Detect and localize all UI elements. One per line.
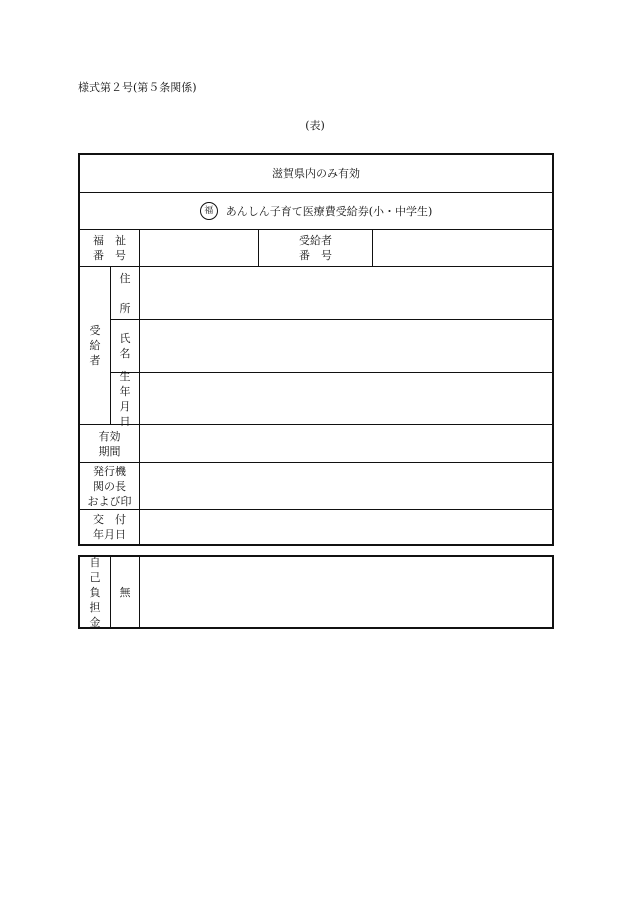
side-label: (表) [305,119,325,132]
welfare-number-field[interactable] [140,230,259,267]
welfare-number-label: 福 祉 番 号 [80,230,140,267]
issue-date-field[interactable] [140,510,552,544]
copay-field[interactable] [140,557,552,627]
copay-table [78,555,554,629]
issuer-field[interactable] [140,463,552,510]
copay-label: 自 己 負 担 金 [80,557,111,627]
recipient-number-label: 受給者 番 号 [259,230,373,267]
issue-date-label: 交 付 年月日 [80,510,140,544]
name-label: 氏 名 [111,320,140,373]
welfare-mark-icon: 福 [200,202,218,220]
issuer-label: 発行機 関の長 および印 [80,463,140,510]
birthdate-label: 生 年 月 日 [111,373,140,425]
recipient-group-label: 受 給 者 [80,267,111,425]
name-field[interactable] [140,320,552,373]
card-title: あんしん子育て医療費受給券(小・中学生) [225,204,433,218]
birthdate-field[interactable] [140,373,552,425]
address-field[interactable] [140,267,552,320]
recipient-number-field[interactable] [373,230,552,267]
address-label: 住 所 [111,267,140,320]
validity-period-label: 有効 期間 [80,425,140,463]
validity-period-field[interactable] [140,425,552,463]
card-title-row [80,193,552,230]
recipient-card-table [78,153,554,546]
copay-value: 無 [111,557,140,627]
form-number: 様式第２号(第５条関係) [78,81,197,94]
validity-area-row: 滋賀県内のみ有効 [80,155,552,193]
